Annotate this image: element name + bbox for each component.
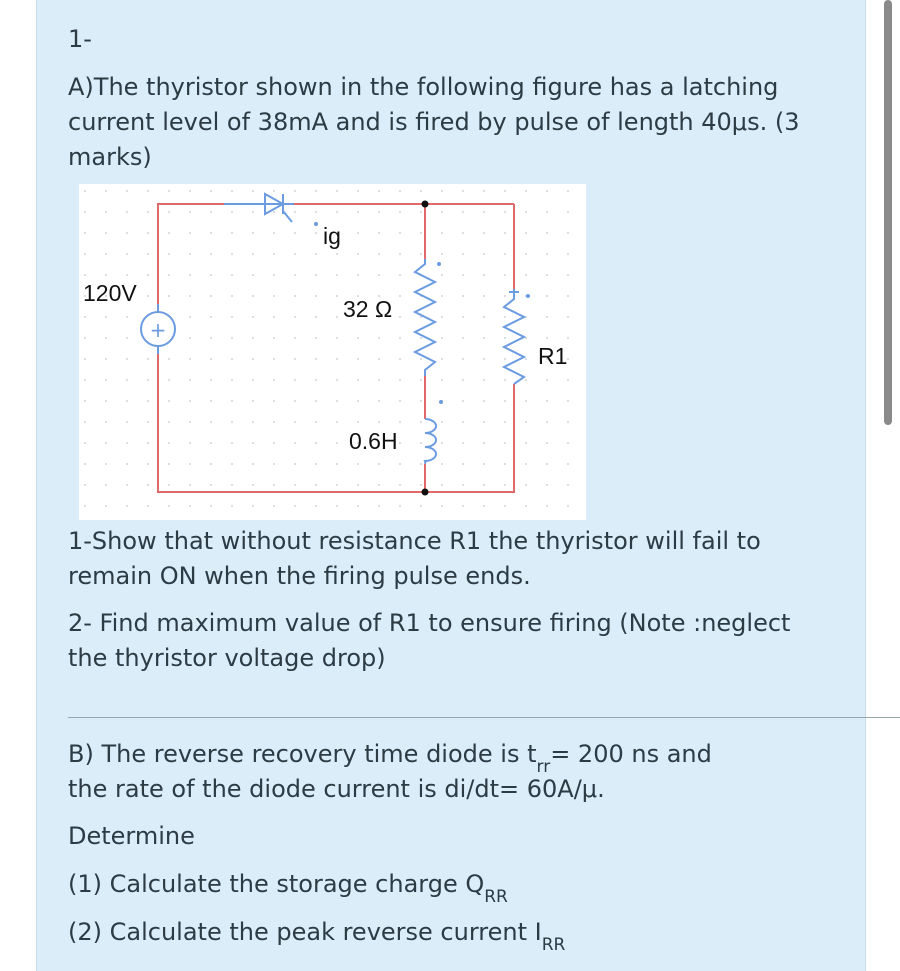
circuit-diagram bbox=[79, 184, 586, 520]
section-divider bbox=[68, 717, 900, 718]
r1-label: R1 bbox=[538, 343, 568, 369]
part-b-line-1 bbox=[68, 737, 712, 775]
trr-subscript: rr bbox=[536, 757, 551, 777]
task-item-2 bbox=[68, 915, 565, 953]
irr-subscript: RR bbox=[541, 935, 566, 955]
part-b-line-2: the rate of the diode current is di/dt= 60A/μ. bbox=[68, 775, 605, 803]
subquestion-2: 2- Find maximum value of R1 to ensure firing (Note :neglect the thyristor voltage drop) bbox=[68, 609, 791, 672]
task-item-1-text: (1) Calculate the storage charge Q bbox=[68, 870, 485, 898]
inductor-pin-dot bbox=[439, 400, 443, 404]
source-label: 120V bbox=[83, 280, 137, 306]
task-item-2-text: (2) Calculate the peak reverse current I bbox=[68, 918, 542, 946]
circuit-figure bbox=[79, 184, 586, 520]
part-b-line-1-end: = 200 ns and bbox=[550, 740, 712, 768]
gate-terminal bbox=[314, 222, 318, 226]
part-b-line-1-start: B) The reverse recovery time diode is t bbox=[68, 740, 537, 768]
inductor-label: 0.6H bbox=[349, 428, 398, 454]
subquestion-1: 1-Show that without resistance R1 the thyristor will fail to remain ON when the firing pulse ends. bbox=[68, 527, 761, 590]
qrr-subscript: RR bbox=[484, 887, 508, 907]
scrollbar-thumb[interactable] bbox=[884, 0, 892, 425]
junction-dot-top bbox=[422, 201, 429, 208]
part-a-text: A)The thyristor shown in the following figure has a latching current level of 38mA and is fired by pulse of length 40μs. (3 marks) bbox=[68, 73, 800, 171]
resistor-label: 32 Ω bbox=[343, 296, 393, 322]
r1-pin-dot bbox=[526, 294, 530, 298]
resistor-pin-dot bbox=[437, 262, 441, 266]
task-item-1 bbox=[68, 867, 508, 905]
question-number: 1- bbox=[68, 25, 92, 53]
gate-label: ig bbox=[323, 223, 341, 249]
junction-dot-bottom bbox=[422, 489, 429, 496]
determine-label: Determine bbox=[68, 822, 195, 850]
plus-icon: + bbox=[149, 318, 167, 342]
